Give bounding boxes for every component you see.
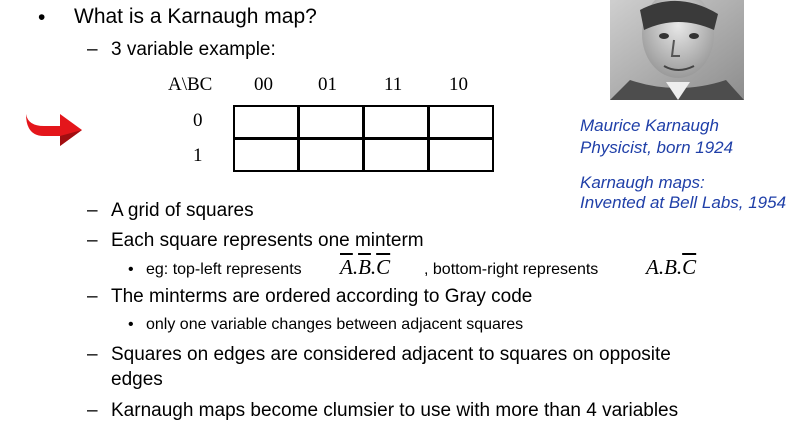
slide-title-bullet: What is a Karnaugh map?: [74, 5, 317, 28]
example-heading: 3 variable example:: [111, 39, 276, 60]
point-text: Each square represents one minterm: [111, 230, 424, 251]
dash-marker: –: [87, 344, 98, 365]
kmap-cell: [364, 139, 429, 172]
point-text: Squares on edges are considered adjacent to squares on opposite: [111, 344, 671, 365]
point-text-continued: edges: [111, 369, 163, 390]
portrait-photo: [610, 0, 744, 100]
red-arrow-icon: [24, 108, 84, 148]
kmap-col-00: 00: [254, 74, 273, 95]
caption-name: Maurice Karnaugh: [580, 116, 719, 135]
portrait-image: [610, 0, 744, 100]
point-text: A grid of squares: [111, 200, 254, 221]
caption-maps-line1: Karnaugh maps:: [580, 173, 705, 192]
dash-marker: –: [87, 286, 98, 307]
math-var: $\overline{A}$: [340, 255, 353, 279]
kmap-cell: [364, 106, 429, 139]
point-text: The minterms are ordered according to Gray code: [111, 286, 533, 307]
caption-maps-line2: Invented at Bell Labs, 1954: [580, 193, 787, 212]
kmap-col-10: 10: [449, 74, 468, 95]
math-dot: .: [658, 255, 665, 279]
math-var: $\overline{C}$: [682, 255, 697, 279]
math-dot: .: [370, 255, 377, 279]
math-dot: .: [352, 255, 359, 279]
kmap-grid: [233, 105, 494, 172]
kmap-cell: [299, 139, 364, 172]
kmap-row-1: 1: [193, 145, 203, 166]
math-var: $\overline{B}$: [358, 255, 371, 279]
kmap-corner-label: A\BC: [168, 74, 213, 95]
dash-marker: –: [87, 200, 98, 221]
bullet-marker: •: [38, 6, 46, 29]
sub-bullet-marker: •: [128, 316, 134, 333]
dash-marker: –: [87, 39, 98, 60]
sub-point-middle: , bottom-right represents: [424, 261, 599, 278]
dash-marker: –: [87, 230, 98, 251]
dash-marker: –: [87, 400, 98, 421]
math-dot: .: [676, 255, 683, 279]
math-var: $\overline{C}$: [376, 255, 391, 279]
sub-bullet-marker: •: [128, 261, 134, 278]
math-var: B: [664, 255, 677, 279]
kmap-col-01: 01: [318, 74, 337, 95]
kmap-col-11: 11: [384, 74, 403, 95]
sub-point-prefix: eg: top-left represents: [146, 261, 302, 278]
kmap-cell: [429, 139, 494, 172]
sub-point-text: only one variable changes between adjacent squares: [146, 316, 524, 333]
kmap-cell: [234, 139, 299, 172]
math-var: A: [646, 255, 659, 279]
point-text: Karnaugh maps become clumsier to use with more than 4 variables: [111, 400, 679, 421]
kmap-row-0: 0: [193, 110, 203, 131]
math-topleft: [340, 255, 390, 280]
math-bottomright: [646, 255, 696, 280]
caption-role: Physicist, born 1924: [580, 138, 734, 157]
kmap-cell: [234, 106, 299, 139]
kmap-cell: [429, 106, 494, 139]
kmap-cell: [299, 106, 364, 139]
